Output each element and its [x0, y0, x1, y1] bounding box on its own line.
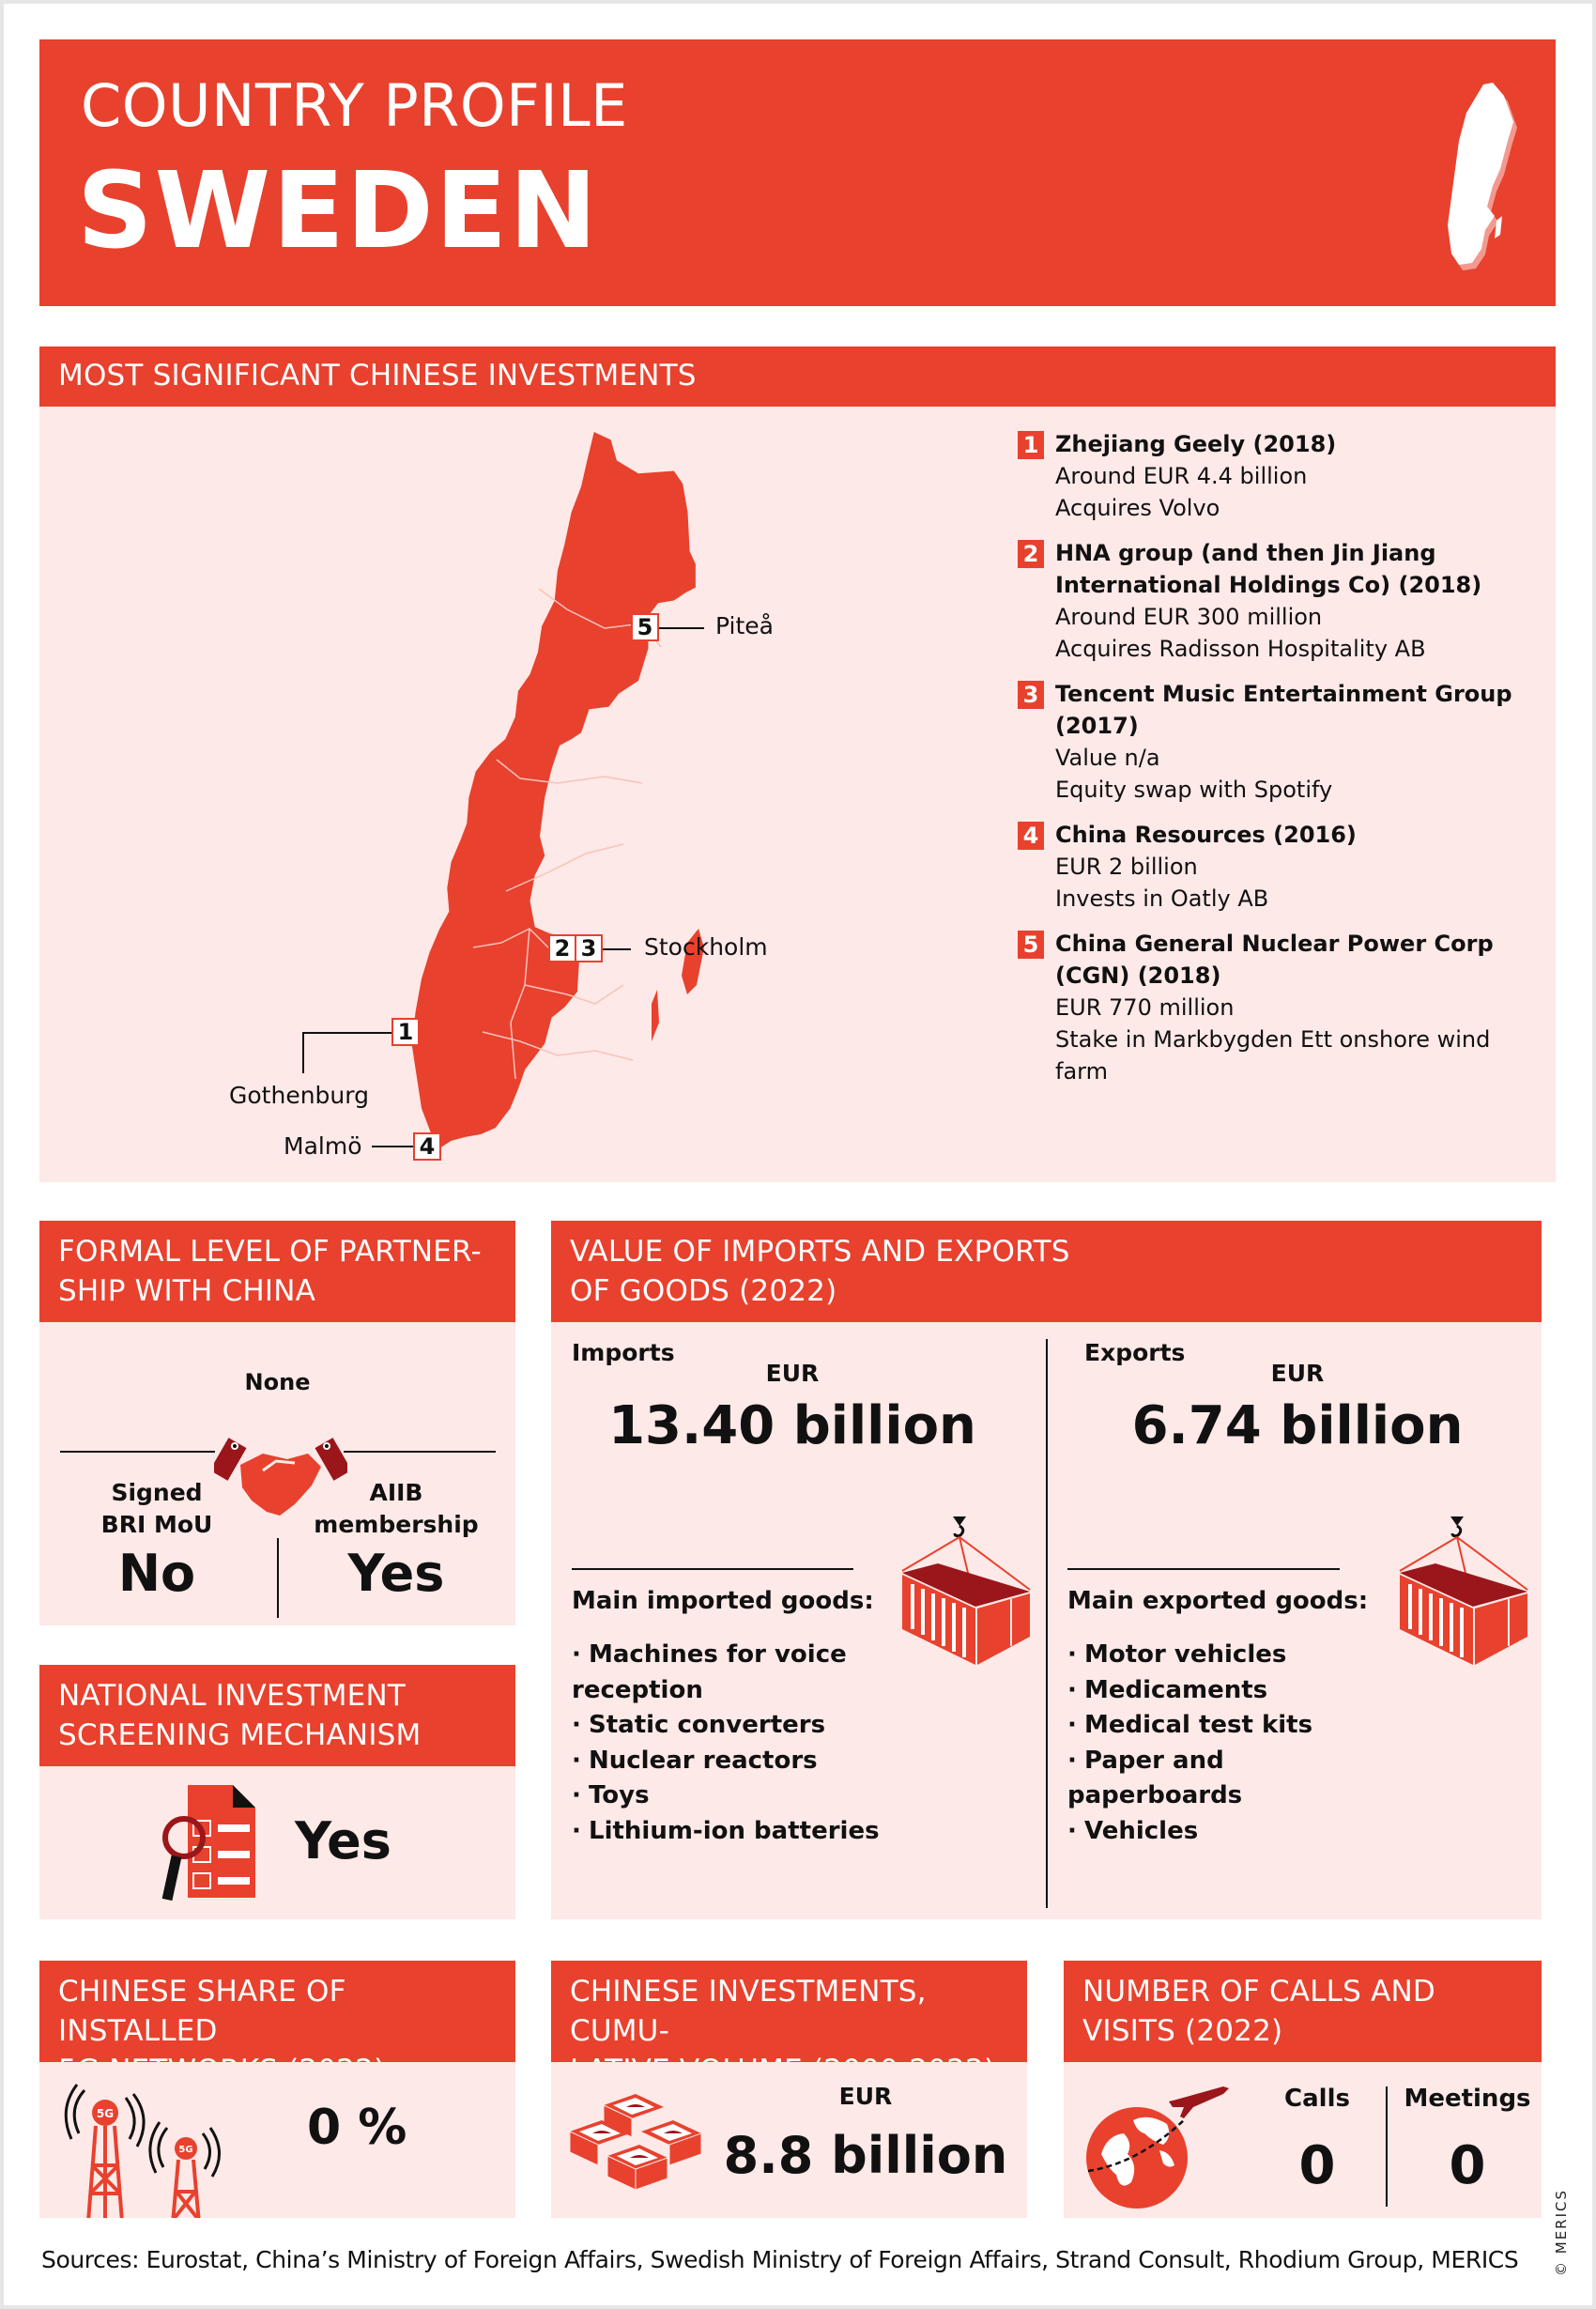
visits-header-line2: VISITS (2022): [1082, 2014, 1283, 2048]
investment-value: EUR 770 million: [1055, 994, 1235, 1021]
partnership-vertical-divider: [277, 1538, 279, 1618]
imports-goods-item: · Toys: [572, 1781, 650, 1809]
document-magnifier-icon: [160, 1785, 263, 1907]
aiib-label: AIIB membership: [314, 1479, 479, 1538]
cell-tower-5g-icon: [58, 2081, 152, 2218]
investments-header-text: MOST SIGNIFICANT CHINESE INVESTMENTS: [58, 359, 697, 393]
exports-goods-item: · Medicaments: [1067, 1675, 1268, 1704]
leader-line-pitea: [659, 627, 704, 629]
cumulative-value: 8.8 billion: [723, 2126, 1008, 2185]
cumulative-header: [551, 1961, 1027, 2062]
sources-note: Sources: Eurostat, China’s Ministry of Foreign Affairs, Swedish Ministry of Foreign Affairs, Strand Consult, Rhodium Group, MERICS: [41, 2246, 1519, 2273]
sweden-map-icon: [361, 422, 783, 1163]
investment-item-2: [1018, 537, 1543, 665]
calls-label: Calls: [1284, 2085, 1350, 2113]
imports-goods-item: · Static converters: [572, 1711, 826, 1739]
globe-airplane-icon: [1082, 2079, 1242, 2210]
imports-goods-item: · Nuclear reactors: [572, 1746, 818, 1775]
copyright-notice: © MERICS: [1553, 2188, 1570, 2276]
exports-goods-item: · Vehicles: [1067, 1816, 1199, 1845]
investment-number: 2: [1018, 540, 1044, 568]
map-label-malmo: Malmö: [284, 1132, 362, 1160]
fiveg-share-value: 0 %: [307, 2100, 407, 2156]
map-pin-5[interactable]: 5: [631, 613, 659, 641]
exports-currency: EUR: [1270, 1360, 1325, 1387]
fiveg-header: [39, 1961, 515, 2062]
fiveg-panel: [39, 2062, 515, 2218]
page-kicker: COUNTRY PROFILE: [81, 71, 628, 140]
meetings-label: Meetings: [1404, 2085, 1531, 2113]
investment-item-1: [1018, 428, 1543, 524]
investment-value: Value n/a: [1055, 745, 1160, 771]
imports-goods-item: · Machines for voice reception: [572, 1640, 847, 1704]
imports-value: 13.40 billion: [608, 1395, 976, 1456]
trade-vertical-divider: [1046, 1339, 1048, 1908]
investment-number: 3: [1018, 681, 1044, 709]
money-stacks-icon: [570, 2088, 701, 2192]
bri-value: No: [117, 1544, 196, 1603]
exports-divider: [1067, 1568, 1340, 1570]
imports-currency: EUR: [765, 1360, 820, 1387]
partnership-header-line1: FORMAL LEVEL OF PARTNER-: [58, 1235, 482, 1269]
imports-label: Imports: [572, 1339, 675, 1366]
meetings-value: 0: [1449, 2135, 1486, 2196]
investment-detail: Acquires Radisson Hospitality AB: [1055, 636, 1426, 662]
investment-list: [1018, 428, 1543, 1101]
container-import-icon: [898, 1515, 1035, 1674]
cell-tower-5g-small-icon: [145, 2120, 229, 2218]
bri-label: Signed BRI MoU: [100, 1479, 213, 1538]
investment-detail: Invests in Oatly AB: [1055, 885, 1269, 912]
map-label-pitea: Piteå: [715, 612, 774, 639]
screening-panel: [39, 1766, 515, 1919]
imports-goods-list: [572, 1638, 891, 1849]
exports-goods-list: [1067, 1638, 1405, 1849]
map-label-gothenburg: Gothenburg: [229, 1082, 369, 1109]
partnership-level: None: [244, 1369, 311, 1395]
investment-title: China Resources (2016): [1055, 822, 1357, 848]
sweden-silhouette-icon: [1438, 66, 1523, 282]
page-title: SWEDEN: [77, 150, 599, 272]
screening-header: [39, 1665, 515, 1766]
investment-title: China General Nuclear Power Corp (CGN) (2018): [1055, 931, 1494, 989]
imports-goods-title: Main imported goods:: [572, 1587, 874, 1615]
visits-panel: [1064, 2062, 1542, 2218]
investment-detail: Equity swap with Spotify: [1055, 777, 1333, 803]
infographic-page: [4, 4, 1592, 2305]
leader-line-gothenburg-h: [302, 1032, 391, 1034]
partnership-header: [39, 1221, 515, 1322]
partnership-panel: [39, 1322, 515, 1625]
exports-goods-item: · Paper and paperboards: [1067, 1746, 1243, 1809]
investment-title: Tencent Music Entertainment Group (2017): [1055, 681, 1512, 739]
cumulative-panel: [551, 2062, 1027, 2218]
imports-goods-item: · Lithium-ion batteries: [572, 1816, 880, 1845]
exports-goods-item: · Motor vehicles: [1067, 1640, 1287, 1669]
leader-line-malmo: [372, 1146, 413, 1147]
cumulative-header-line1: CHINESE INVESTMENTS, CUMU-: [570, 1975, 927, 2048]
svg-text:5G: 5G: [178, 2145, 193, 2155]
investment-number: 5: [1018, 931, 1044, 959]
partnership-header-line2: SHIP WITH CHINA: [58, 1274, 316, 1308]
investment-value: EUR 2 billion: [1055, 854, 1198, 880]
trade-header: [551, 1221, 1542, 1322]
divider-left: [60, 1451, 215, 1453]
investment-number: 1: [1018, 431, 1044, 459]
investment-item-5: [1018, 928, 1543, 1087]
investment-value: Around EUR 300 million: [1055, 604, 1323, 630]
visits-header: [1064, 1961, 1542, 2062]
trade-header-line1: VALUE OF IMPORTS AND EXPORTS: [570, 1235, 1070, 1269]
investment-detail: Acquires Volvo: [1055, 495, 1220, 521]
investment-detail: Stake in Markbygden Ett onshore wind farm: [1055, 1026, 1491, 1085]
map-label-stockholm: Stockholm: [644, 933, 768, 961]
trade-panel: [551, 1322, 1542, 1919]
cumulative-currency: EUR: [838, 2083, 893, 2110]
exports-value: 6.74 billion: [1131, 1395, 1464, 1456]
leader-line-gothenburg-v: [302, 1032, 304, 1073]
visits-header-line1: NUMBER OF CALLS AND: [1082, 1975, 1435, 2009]
screening-value: Yes: [295, 1811, 391, 1870]
investment-title: HNA group (and then Jin Jiang International Holdings Co) (2018): [1055, 540, 1482, 598]
map-pin-3[interactable]: 3: [575, 934, 603, 962]
imports-divider: [572, 1568, 853, 1570]
investment-item-3: [1018, 678, 1543, 806]
fiveg-header-line1: CHINESE SHARE OF INSTALLED: [58, 1975, 346, 2048]
map-pin-4[interactable]: 4: [413, 1132, 441, 1161]
svg-text:5G: 5G: [96, 2107, 115, 2120]
investment-number: 4: [1018, 822, 1044, 850]
calls-value: 0: [1298, 2135, 1336, 2196]
divider-right: [344, 1451, 496, 1453]
exports-label: Exports: [1084, 1339, 1186, 1366]
exports-goods-title: Main exported goods:: [1067, 1587, 1369, 1615]
map-pin-1[interactable]: 1: [391, 1018, 420, 1046]
exports-goods-item: · Medical test kits: [1067, 1711, 1313, 1739]
investments-header: [39, 346, 1556, 407]
visits-vertical-divider: [1386, 2086, 1388, 2207]
aiib-value: Yes: [347, 1544, 445, 1603]
investment-item-4: [1018, 819, 1543, 915]
map-pin-2[interactable]: 2: [548, 934, 576, 962]
investment-value: Around EUR 4.4 billion: [1055, 463, 1308, 489]
investment-title: Zhejiang Geely (2018): [1055, 431, 1337, 457]
trade-header-line2: OF GOODS (2022): [570, 1274, 837, 1308]
screening-header-line1: NATIONAL INVESTMENT: [58, 1679, 406, 1713]
screening-header-line2: SCREENING MECHANISM: [58, 1718, 422, 1752]
container-export-icon: [1396, 1515, 1532, 1674]
leader-line-stockholm: [603, 948, 631, 950]
title-banner: [39, 39, 1556, 306]
